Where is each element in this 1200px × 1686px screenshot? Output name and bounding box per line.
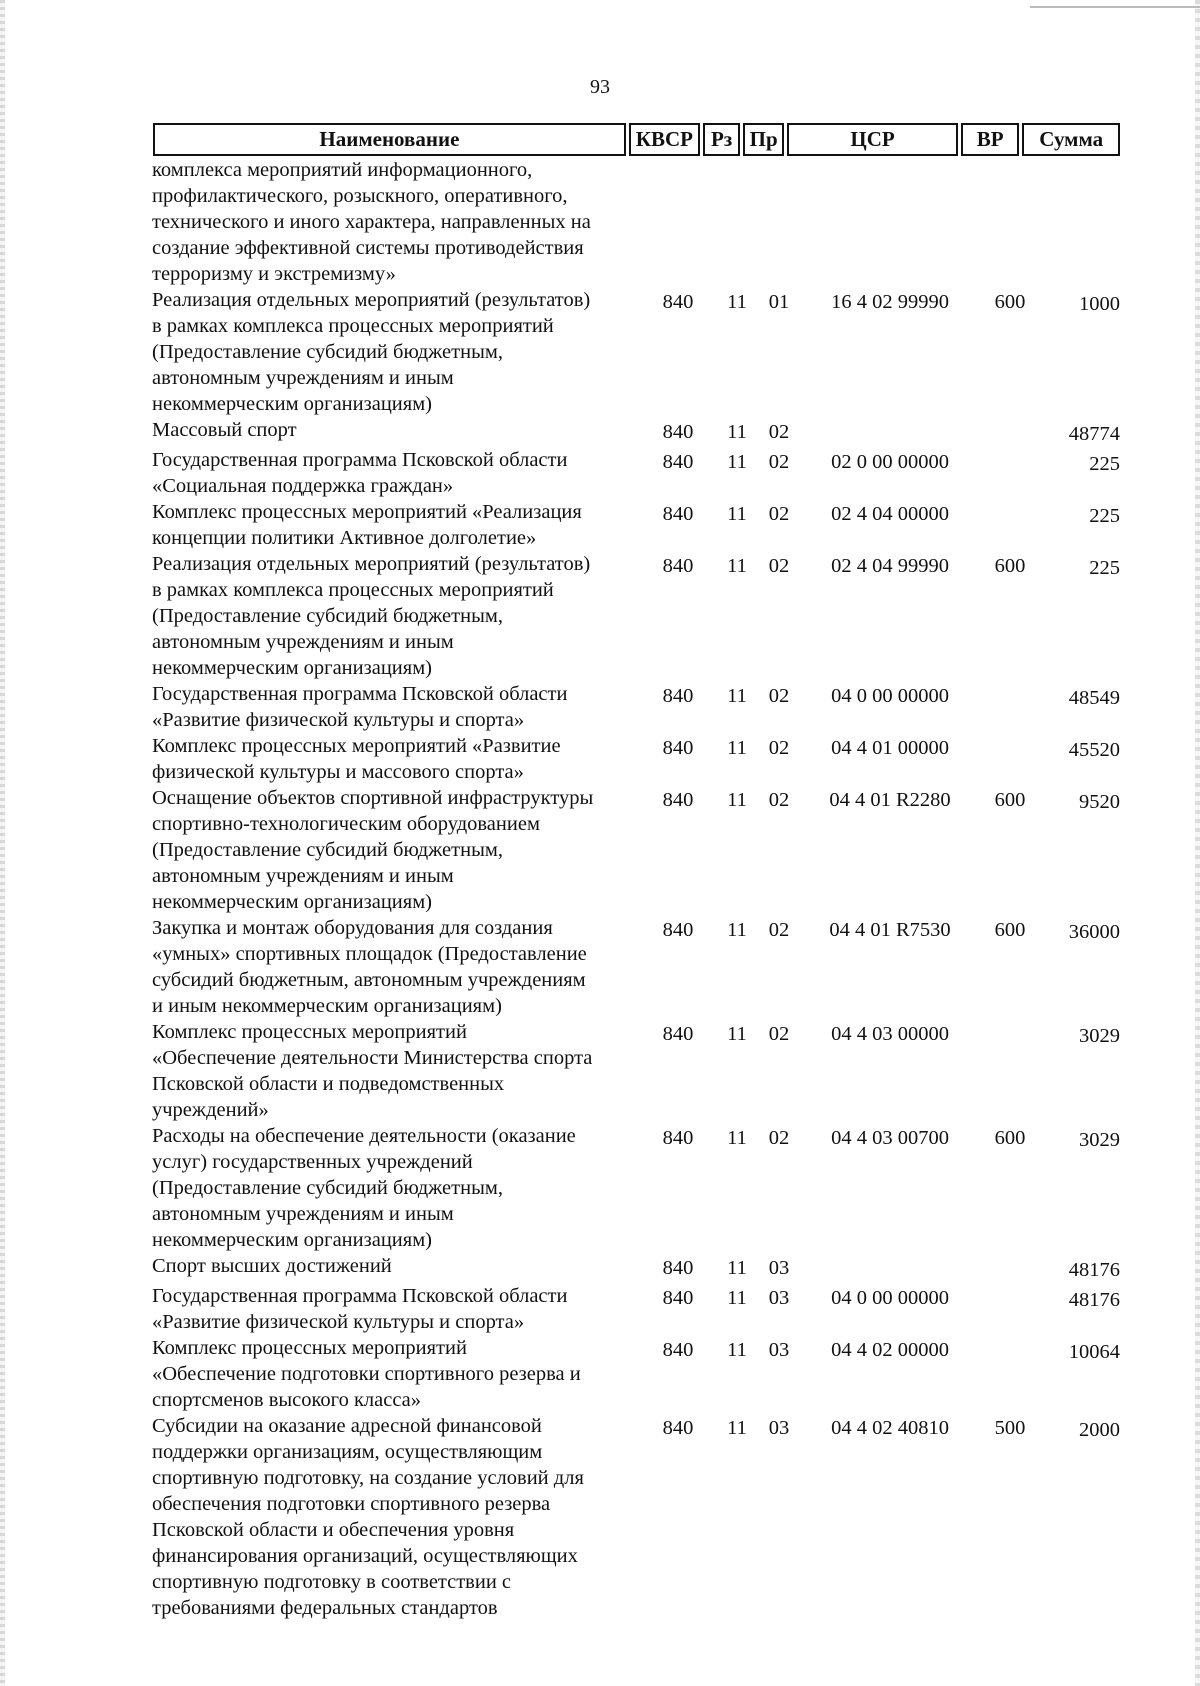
cell-pr: 02 [768,555,790,577]
cell-kvsr: 840 [662,421,694,443]
cell-name [152,417,640,447]
cell-name-line: финансирования организаций, осуществляющих [152,1545,578,1567]
cell-csr: 04 4 02 00000 [831,1339,949,1361]
scan-edge-left [0,0,5,1686]
cell-rz [716,157,758,287]
table-row [152,417,1120,447]
cell-name-line: Псковской области и подведомственных [152,1073,505,1095]
cell-vr [980,417,1040,447]
cell-name-line: «Обеспечение деятельности Министерства спорта [152,1047,593,1069]
cell-vr: 600 [994,919,1026,941]
cell-kvsr [640,157,716,287]
cell-name [152,499,640,551]
cell-pr: 01 [768,291,790,313]
cell-name [152,1019,640,1123]
cell-name-line: и иным некоммерческим организациям) [152,995,502,1017]
cell-name [152,551,640,681]
cell-name-line: в рамках комплекса процессных мероприятий [152,579,554,601]
cell-vr [980,447,1040,499]
cell-name-line: Спорт высших достижений [152,1255,392,1277]
cell-csr [800,157,980,287]
table-row [152,733,1120,785]
table-header [153,123,1120,156]
cell-pr: 02 [768,451,790,473]
table-row [152,1283,1120,1335]
page-number: 93 [590,76,610,98]
cell-name-line: Закупка и монтаж оборудования для создания [152,917,553,939]
cell-name-line: Оснащение объектов спортивной инфраструктуры [152,787,594,809]
cell-name-line: Реализация отдельных мероприятий (результатов) [152,553,591,575]
cell-csr [800,1253,980,1283]
cell-name-line: «Социальная поддержка граждан» [152,475,454,497]
cell-name-line: автономным учреждениям и иным [152,865,454,887]
cell-name-line: Расходы на обеспечение деятельности (оказание [152,1125,576,1147]
cell-vr [980,1253,1040,1283]
cell-kvsr: 840 [662,1023,694,1045]
cell-name [152,733,640,785]
cell-name [152,157,640,287]
table-row [152,681,1120,733]
cell-name-line: «Развитие физической культуры и спорта» [152,1311,525,1333]
cell-pr: 02 [768,421,790,443]
cell-pr: 03 [768,1339,790,1361]
cell-rz: 11 [727,919,747,941]
cell-name-line: (Предоставление субсидий бюджетным, [152,839,503,861]
cell-csr: 04 4 03 00700 [831,1127,949,1149]
cell-name-line: «Развитие физической культуры и спорта» [152,709,525,731]
cell-name-line: профилактического, розыскного, оперативного, [152,185,568,207]
cell-name-line: терроризму и экстремизму» [152,263,396,285]
cell-name-line: спортивную подготовку в соответствии с [152,1571,512,1593]
cell-kvsr: 840 [662,451,694,473]
cell-vr [980,1019,1040,1123]
cell-name-line: спортивно-технологическим оборудованием [152,813,540,835]
header-kvsr: КВСР [629,123,700,156]
cell-sum: 45520 [1068,739,1120,761]
cell-csr: 04 4 01 00000 [831,737,949,759]
cell-kvsr: 840 [662,1287,694,1309]
cell-vr: 500 [994,1417,1026,1439]
cell-name-line: Комплекс процессных мероприятий «Реализация [152,501,582,523]
cell-kvsr: 840 [662,503,694,525]
cell-name-line: спортивную подготовку, на создание условий для [152,1467,584,1489]
cell-kvsr: 840 [662,1127,694,1149]
cell-pr: 03 [768,1287,790,1309]
cell-pr: 02 [768,685,790,707]
table-row [152,1123,1120,1253]
cell-name-line: физической культуры и массового спорта» [152,761,524,783]
header-vr: ВР [961,123,1020,156]
cell-vr [980,1283,1040,1335]
cell-rz: 11 [727,421,747,443]
cell-name-line: обеспечения подготовки спортивного резерва [152,1493,551,1515]
cell-pr: 02 [768,737,790,759]
cell-rz: 11 [727,1339,747,1361]
cell-csr: 04 0 00 00000 [831,1287,949,1309]
cell-name-line: услуг) государственных учреждений [152,1151,473,1173]
cell-vr: 600 [994,1127,1026,1149]
cell-vr [980,499,1040,551]
cell-kvsr: 840 [662,737,694,759]
cell-rz: 11 [727,737,747,759]
cell-name [152,287,640,417]
cell-vr [980,681,1040,733]
cell-name-line: некоммерческим организациям) [152,657,432,679]
cell-name [152,447,640,499]
table-row [152,1019,1120,1123]
cell-rz: 11 [727,685,747,707]
cell-kvsr: 840 [662,555,694,577]
cell-sum: 2000 [1079,1419,1120,1441]
cell-rz: 11 [727,503,747,525]
cell-vr: 600 [994,291,1026,313]
cell-sum: 10064 [1068,1341,1120,1363]
cell-kvsr: 840 [662,291,694,313]
cell-name [152,1123,640,1253]
cell-name-line: Комплекс процессных мероприятий «Развитие [152,735,561,757]
cell-sum: 3029 [1079,1129,1120,1151]
cell-pr: 02 [768,503,790,525]
cell-csr: 02 0 00 00000 [831,451,949,473]
cell-pr: 03 [768,1417,790,1439]
cell-rz: 11 [727,1257,747,1279]
cell-vr [980,157,1040,287]
table-body [152,157,1120,1621]
cell-name [152,1253,640,1283]
cell-sum: 48549 [1068,687,1120,709]
cell-name-line: автономным учреждениям и иным [152,367,454,389]
cell-name-line: некоммерческим организациям) [152,891,432,913]
cell-rz: 11 [727,555,747,577]
cell-vr [980,733,1040,785]
cell-name-line: Государственная программа Псковской области [152,683,568,705]
cell-name-line: некоммерческим организациям) [152,1229,432,1251]
table-row [152,499,1120,551]
cell-sum: 225 [1089,453,1120,475]
cell-kvsr: 840 [662,789,694,811]
header-csr: ЦСР [787,123,958,156]
cell-name-line: Комплекс процессных мероприятий [152,1021,467,1043]
cell-name-line: концепции политики Активное долголетие» [152,527,537,549]
cell-name [152,1283,640,1335]
cell-name-line: Государственная программа Псковской области [152,1285,568,1307]
cell-kvsr: 840 [662,685,694,707]
cell-pr [758,157,800,287]
cell-pr: 02 [768,1023,790,1045]
cell-name-line: Псковской области и обеспечения уровня [152,1519,515,1541]
cell-sum: 48774 [1068,423,1120,445]
cell-rz: 11 [727,1023,747,1045]
cell-csr: 04 4 01 R2280 [829,789,951,811]
cell-name-line: «Обеспечение подготовки спортивного резерва и [152,1363,581,1385]
cell-csr: 04 4 02 40810 [831,1417,949,1439]
cell-sum [1040,157,1120,287]
table-row [152,915,1120,1019]
cell-name-line: (Предоставление субсидий бюджетным, [152,341,503,363]
cell-name-line: автономным учреждениям и иным [152,631,454,653]
cell-kvsr: 840 [662,1339,694,1361]
cell-name-line: требованиями федеральных стандартов [152,1597,498,1619]
cell-name-line: комплекса мероприятий информационного, [152,159,533,181]
table-row [152,157,1120,287]
cell-name-line: учреждений» [152,1099,269,1121]
cell-rz: 11 [727,789,747,811]
cell-sum: 1000 [1079,293,1120,315]
cell-name-line: «умных» спортивных площадок (Предоставление [152,943,587,965]
cell-rz: 11 [727,291,747,313]
table-row [152,287,1120,417]
cell-pr: 02 [768,1127,790,1149]
header-rz: Рз [703,123,740,156]
cell-sum: 3029 [1079,1025,1120,1047]
table-row [152,1413,1120,1621]
table-row [152,447,1120,499]
cell-kvsr: 840 [662,919,694,941]
cell-name-line: Массовый спорт [152,419,297,441]
cell-sum: 225 [1089,505,1120,527]
cell-name-line: Субсидии на оказание адресной финансовой [152,1415,542,1437]
cell-vr: 600 [994,789,1026,811]
cell-pr: 02 [768,789,790,811]
cell-name-line: субсидий бюджетным, автономным учреждениям [152,969,586,991]
cell-name-line: в рамках комплекса процессных мероприятий [152,315,554,337]
cell-rz: 11 [727,451,747,473]
cell-csr [800,417,980,447]
cell-rz: 11 [727,1417,747,1439]
scan-top-mark [1030,6,1200,8]
cell-pr: 02 [768,919,790,941]
cell-name-line: спортсменов высокого класса» [152,1389,422,1411]
cell-csr: 16 4 02 99990 [831,291,949,313]
cell-kvsr: 840 [662,1417,694,1439]
cell-name-line: автономным учреждениям и иным [152,1203,454,1225]
cell-name-line: (Предоставление субсидий бюджетным, [152,605,503,627]
cell-kvsr: 840 [662,1257,694,1279]
header-sum: Сумма [1022,123,1120,156]
cell-csr: 04 0 00 00000 [831,685,949,707]
cell-name [152,915,640,1019]
cell-pr: 03 [768,1257,790,1279]
table-row [152,1335,1120,1413]
cell-name [152,1413,640,1621]
cell-name-line: Реализация отдельных мероприятий (результатов) [152,289,591,311]
cell-name [152,681,640,733]
cell-sum: 36000 [1068,921,1120,943]
cell-name-line: технического и иного характера, направленных на [152,211,591,233]
cell-rz: 11 [727,1287,747,1309]
cell-csr: 02 4 04 99990 [831,555,949,577]
cell-csr: 04 4 03 00000 [831,1023,949,1045]
table-row [152,551,1120,681]
cell-sum: 225 [1089,557,1120,579]
cell-name-line: создание эффективной системы противодействия [152,237,584,259]
header-name: Наименование [153,123,626,156]
cell-name [152,785,640,915]
cell-name-line: Государственная программа Псковской области [152,449,568,471]
cell-csr: 02 4 04 00000 [831,503,949,525]
table-row [152,1253,1120,1283]
table-row [152,785,1120,915]
cell-sum: 48176 [1068,1259,1120,1281]
cell-vr: 600 [994,555,1026,577]
cell-rz: 11 [727,1127,747,1149]
cell-vr [980,1335,1040,1413]
cell-name-line: поддержки организациям, осуществляющим [152,1441,543,1463]
cell-name-line: Комплекс процессных мероприятий [152,1337,467,1359]
cell-name-line: некоммерческим организациям) [152,393,432,415]
header-pr: Пр [743,123,784,156]
cell-name [152,1335,640,1413]
cell-sum: 48176 [1068,1289,1120,1311]
cell-sum: 9520 [1079,791,1120,813]
scan-edge-right [1195,0,1200,1686]
cell-name-line: (Предоставление субсидий бюджетным, [152,1177,503,1199]
cell-csr: 04 4 01 R7530 [829,919,951,941]
